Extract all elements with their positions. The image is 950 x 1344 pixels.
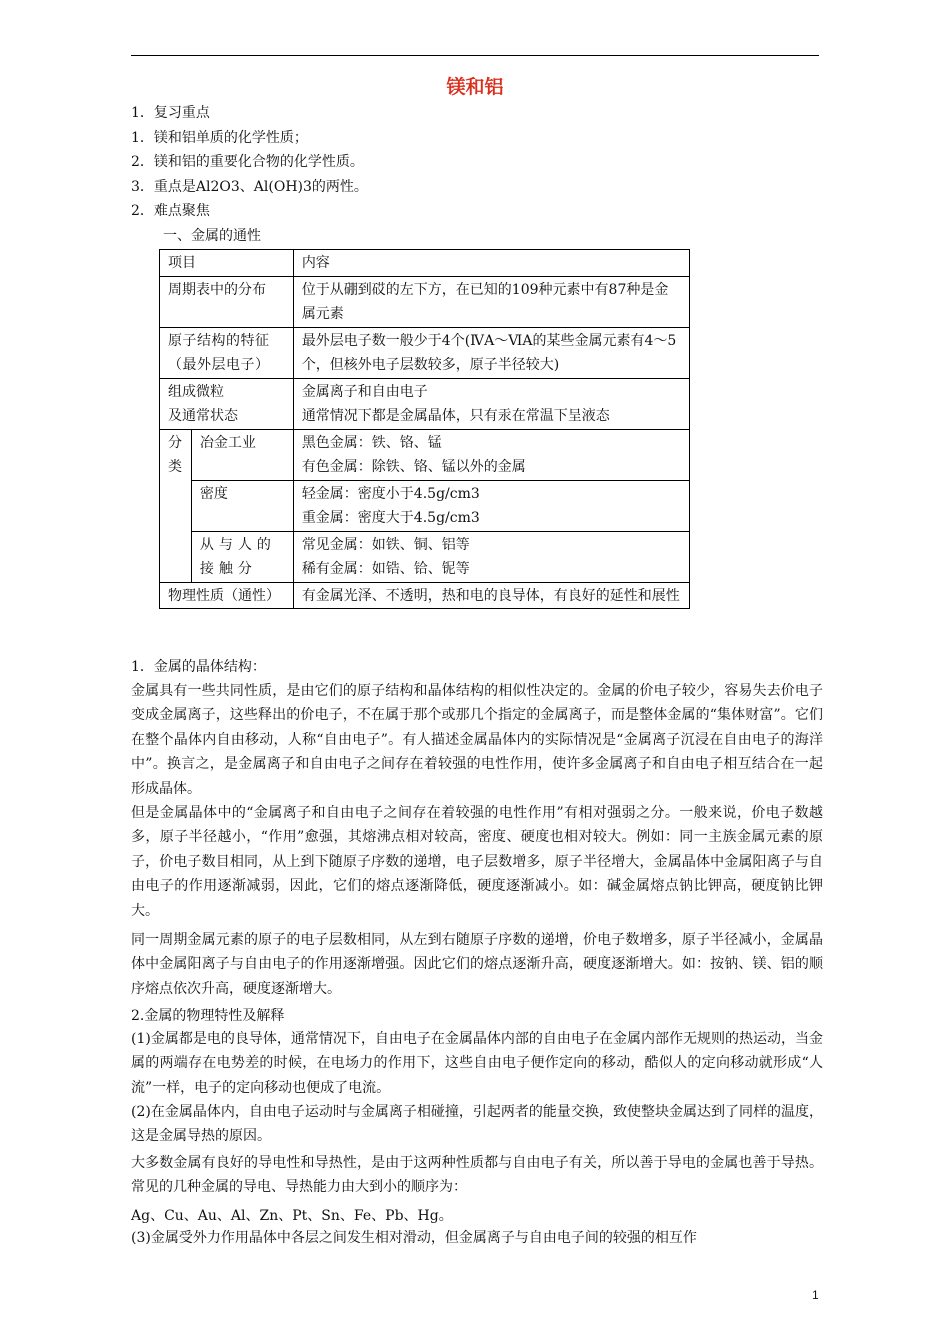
table-cell: 最外层电子数一般少于4个(ⅣA～ⅥA的某些金属元素有4～5个，但核外电子层数较多，原子半径较大): [293, 327, 689, 378]
paragraph: (2)在金属晶体内，自由电子运动时与金属离子相碰撞，引起两者的能量交换，致使整块金属达到了同样的温度，这是金属导热的原因。: [131, 1104, 823, 1145]
paragraph: 大多数金属有良好的导电性和导热性，是由于这两种性质都与自由电子有关，所以善于导电的金属也善于导热。常见的几种金属的导电、导热能力由大到小的顺序为：: [131, 1155, 823, 1196]
table-cell: 位于从硼到砹的左下方，在已知的109种元素中有87种是金属元素: [293, 276, 689, 327]
table-row: [160, 276, 690, 327]
subsection-heading: 2.金属的物理特性及解释: [131, 1008, 285, 1024]
table-cell: 周期表中的分布: [160, 276, 294, 327]
intro-line: 1．镁和铝单质的化学性质；: [131, 130, 308, 146]
cell-line: 轻金属：密度小于4.5g/cm3: [301, 485, 480, 502]
table-cell: [293, 378, 689, 429]
table-cell: 从与人的接触分: [191, 531, 293, 582]
cell-line: 黑色金属：铁、铬、锰: [301, 434, 442, 451]
table-cell: [160, 378, 294, 429]
cell-line: 及通常状态: [168, 408, 238, 424]
table-header-cell: 内容: [293, 250, 689, 277]
paragraph: 同一周期金属元素的原子的电子层数相同，从左到右随原子序数的递增，价电子数增多，原子半径减小，金属晶体中金属阳离子与自由电子的作用逐渐增强。因此它们的熔点逐渐升高，硬度逐渐增大。如：按钠、镁、铝的顺序熔点依次升高，硬度逐渐增大。: [131, 932, 823, 997]
paragraph: (1)金属都是电的良导体，通常情况下，自由电子在金属晶体内部的自由电子在金属内部作无规则的热运动，当金属的两端存在电势差的时候，在电场力的作用下，这些自由电子便作定向的移动，酷似人的定向移动就形成“人流”一样，电子的定向移动也便成了电流。: [131, 1031, 823, 1096]
table-cell: [293, 480, 689, 531]
table-row: [160, 327, 690, 378]
doc-title: 镁和铝: [446, 76, 504, 98]
table-row: [160, 531, 690, 582]
paragraph: (3)金属受外力作用晶体中各层之间发生相对滑动，但金属离子与自由电子间的较强的相互作: [131, 1230, 697, 1246]
section-heading: 一、金属的通性: [163, 228, 261, 244]
cell-line: 重金属：密度大于4.5g/cm3: [301, 510, 480, 526]
cell-line: 类: [168, 459, 182, 475]
paragraph: Ag、Cu、Au、Al、Zn、Pt、Sn、Fe、Pb、Hg。: [131, 1208, 453, 1224]
table-cell: [293, 531, 689, 582]
header-rule: [131, 55, 819, 56]
table-cell: [293, 429, 689, 480]
table-header-cell: 项目: [160, 250, 294, 277]
subsection-heading: 1．金属的晶体结构：: [131, 659, 266, 675]
table-cell: 物理性质（通性）: [160, 582, 294, 609]
paragraph: 但是金属晶体中的“金属离子和自由电子之间存在着较强的电性作用”有相对强弱之分。一般来说，价电子数越多，原子半径越小，“作用”愈强，其熔沸点相对较高，密度、硬度也相对较大。例如：同一主族金属元素的原子，价电子数目相同，从上到下随原子序数的递增，电子层数增多，原子半径增大，金属晶体中金属阳离子与自由电子的作用逐渐减弱，因此，它们的熔点逐渐降低，硬度逐渐减小。如：碱金属熔点钠比钾高，硬度钠比钾大。: [131, 805, 823, 919]
metal-properties-table: [159, 249, 690, 609]
table-row: [160, 480, 690, 531]
cell-line: 有色金属：除铁、铬、锰以外的金属: [301, 459, 526, 475]
intro-line: 2．难点聚焦: [131, 203, 210, 219]
intro-line: 1．复习重点: [131, 105, 210, 121]
page-number: 1: [812, 1288, 819, 1302]
table-cell: 密度: [191, 480, 293, 531]
cell-line: 组成微粒: [168, 383, 224, 400]
table-row: [160, 429, 690, 480]
table-row: [160, 378, 690, 429]
table-row: [160, 250, 690, 277]
cell-line: 常见金属：如铁、铜、铝等: [301, 536, 470, 553]
paragraph: 金属具有一些共同性质，是由它们的原子结构和晶体结构的相似性决定的。金属的价电子较少，容易失去价电子变成金属离子，这些释出的价电子，不在属于那个或那几个指定的金属离子，而是整体金属的“集体财富”。它们在整个晶体内自由移动，人称“自由电子”。有人描述金属晶体内的实际情况是“金属离子沉浸在自由电子的海洋中”。换言之，是金属离子和自由电子之间存在着较强的电性作用，使许多金属离子和自由电子相互结合在一起形成晶体。: [131, 683, 823, 797]
table-cell: 有金属光泽、不透明，热和电的良导体，有良好的延性和展性: [293, 582, 689, 609]
table-cell: 原子结构的特征（最外层电子）: [160, 327, 294, 378]
table-cell: 冶金工业: [191, 429, 293, 480]
cell-line: 金属离子和自由电子: [301, 383, 428, 400]
cell-line: 稀有金属：如锆、铪、铌等: [301, 561, 470, 577]
cell-line: 分: [168, 434, 182, 451]
intro-line: 3．重点是Al2O3、Al(OH)3的两性。: [131, 179, 368, 195]
intro-line: 2．镁和铝的重要化合物的化学性质。: [131, 154, 364, 170]
table-row: [160, 582, 690, 609]
classification-cell: [160, 429, 192, 582]
cell-line: 通常情况下都是金属晶体，只有汞在常温下呈液态: [301, 408, 610, 424]
